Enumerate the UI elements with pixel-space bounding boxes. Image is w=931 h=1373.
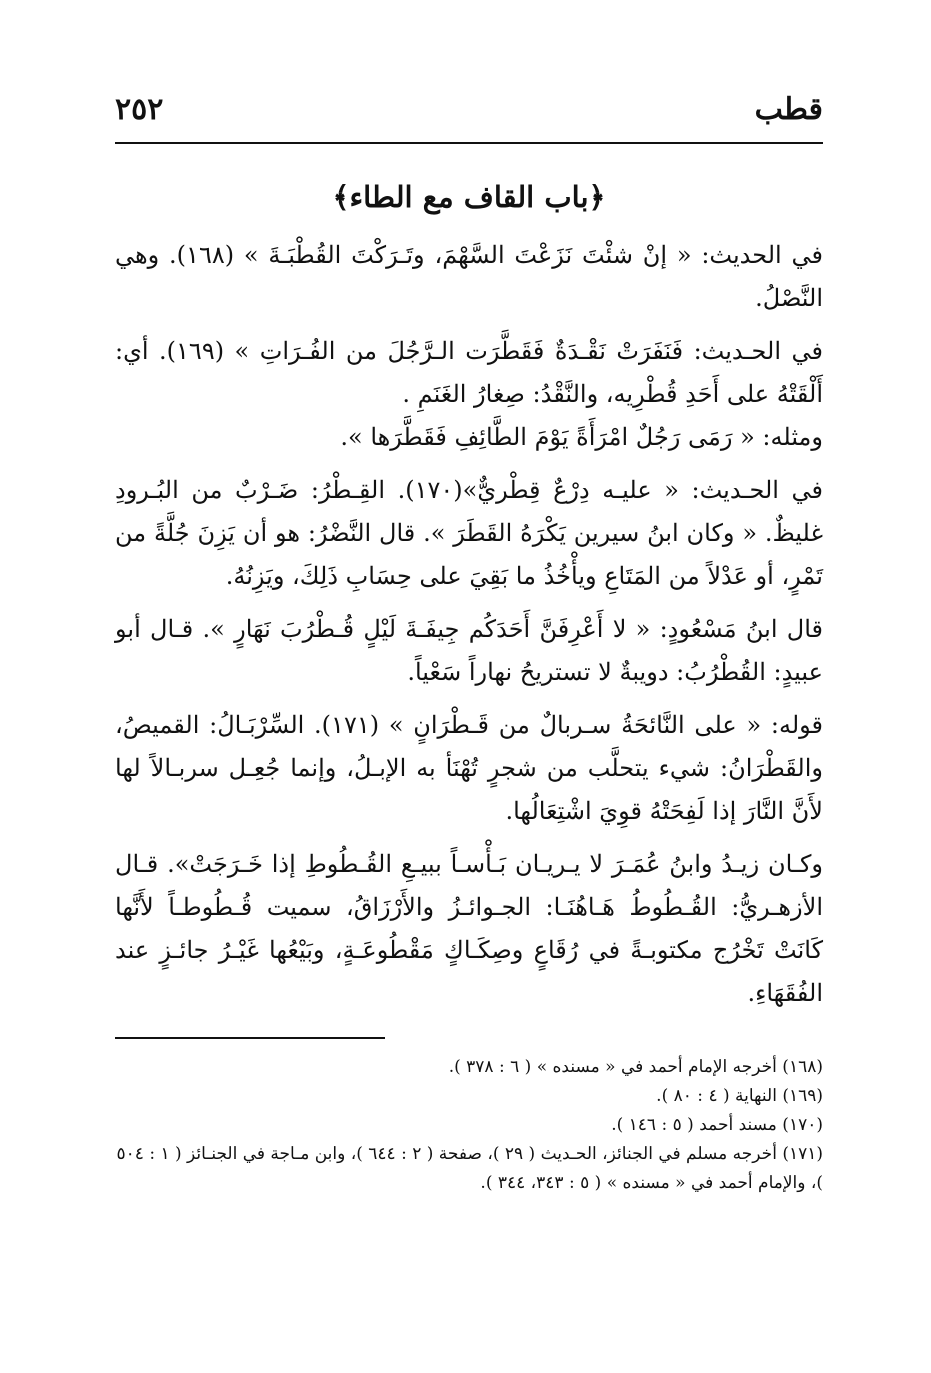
footnote-divider bbox=[115, 1037, 385, 1039]
footnote-169: (١٦٩) النهاية ( ٤ : ٨٠ ). bbox=[656, 1086, 823, 1106]
page-header bbox=[115, 80, 823, 144]
entry-text: في الحـديث: « عليـه دِرْعٌ قِطْريٌّ»(١٧٠). القِـطْرُ: ضَـرْبٌ من البُـرودِ غليظٌ. « وكان ابنُ سيرين يَكْرَهُ القَطَرَ ». قال النَّضْرُ: هو أن يَزِنَ جُلَّةً من تَمْرٍ، أو عَدْلاً من المَتَاعِ ويأْخُذُ ما بَقِيَ على حِسَابِ ذَلِكَ، ويَزِنُهُ. bbox=[115, 476, 823, 590]
footnotes bbox=[115, 1053, 823, 1198]
chapter-title: ﴿باب القاف مع الطاء﴾ bbox=[332, 180, 606, 214]
entry-text: قوله: « على النَّائحَةُ سـربالٌ من قَـطْرَانٍ » (١٧١). السِّرْبَـالُ: القميصُ، والقَطْرَانُ: شيء يتحلَّب من شجرٍ تُهْنَأ به الإبـلُ، وإنما جُعِـل سربـالاً لها لأَنَّ النَّارَ إذا لَفِحَتْهُ قوِيَ اشْتِعَالُها. bbox=[115, 711, 823, 825]
entry-qutba bbox=[115, 234, 823, 320]
entry-qitri bbox=[115, 469, 823, 598]
running-head-word: قطب bbox=[754, 92, 823, 127]
page-number: ٢٥٢ bbox=[115, 92, 164, 127]
entry-qutut bbox=[115, 843, 823, 1015]
footnote-171: (١٧١) أخرجه مسلم في الجنائز، الحـديث ( ٢٩ )، صفحة ( ٢ : ٦٤٤ )، وابن مـاجة في الجنـائز ( ١ : ٥٠٤ )، والإمام أحمد في « مسنده » ( ٥ : ٣٤٣، ٣٤٤ ). bbox=[116, 1144, 823, 1193]
entry-qutrub bbox=[115, 608, 823, 694]
entry-text-continued: ومثله: « رَمَى رَجُلٌ امْرَأَةً يَوْمَ الطَّائِفِ فَقَطَّرَها ». bbox=[340, 423, 823, 451]
entry-text: في الحديث: « إنْ شئْتَ نَزَعْتَ السَّهْمَ، وتَـرَكْتَ القُطْبَـةَ » (١٦٨). وهي النَّصْلُ. bbox=[115, 241, 823, 312]
entry-text: قال ابنُ مَسْعُودٍ: « لا أَعْرِفَنَّ أَحَدَكُم جِيفَـةَ لَيْلٍ قُـطْرُبَ نَهَارٍ ». قـال أبو عبيدٍ: القُطْرُبُ: دويبةٌ لا تستريحُ نهاراً سَعْياً. bbox=[115, 615, 823, 686]
footnote-168: (١٦٨) أخرجه الإمام أحمد في « مسنده » ( ٦ : ٣٧٨ ). bbox=[448, 1057, 823, 1077]
entry-text: وكـان زيـدُ وابنُ عُمَـرَ لا يـريـان بَـأْسـاً ببيـعِ القُـطُوطِ إذا خَـرَجَتْ». قـال الأزهـريُّ: القُـطُوطُ هَـاهُنَـا: الجـوائـزُ والأَرْزَاقُ، سميت قُـطُوطـاً لأَنَّها كَانَتْ تَخْرُج مكتوبـةً في رُقَاعٍ وصِكَـاكٍ مَقْطُوعَـةٍ، وبَيْعُها غَيْـرُ جائـزٍ عند الفُقَهَاءِ. bbox=[115, 850, 823, 1007]
entry-text: في الحـديث: فَنَفَرَتْ نَقْـدَةٌ فَقَطَّرَت الـرَّجُلَ من الفُـرَاتِ » (١٦٩). أي: أَلْقَتْهُ على أَحَدِ قُطْرِيه، والنَّقْدُ: صِغارُ الغَنَمِ . bbox=[115, 337, 823, 408]
entry-qattarat bbox=[115, 330, 823, 459]
document-page bbox=[115, 80, 823, 1198]
entry-qatiran bbox=[115, 704, 823, 833]
footnote-170: (١٧٠) مسند أحمد ( ٥ : ١٤٦ ). bbox=[611, 1115, 823, 1135]
